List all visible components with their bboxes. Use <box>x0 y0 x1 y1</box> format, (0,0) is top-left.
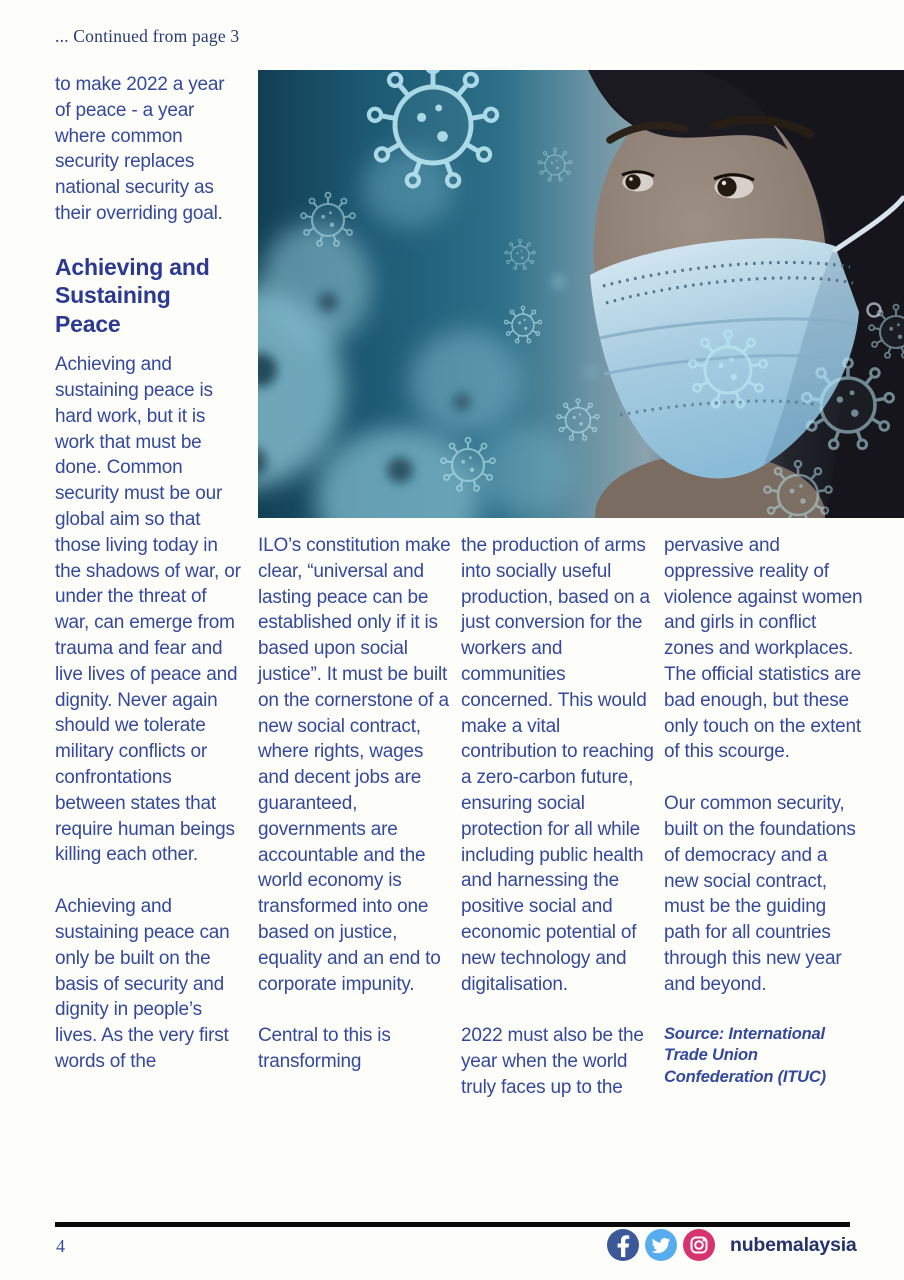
social-bar <box>606 1228 857 1262</box>
hero-image <box>258 70 904 518</box>
paragraph: Achieving and sustaining peace is hard work, but it is work that must be done. Common security must be our global aim so that those living today in the shadows of war, or under the threat of war, can emerge from trauma and fear and live lives of peace and dignity. Never again should we tolerate military conflicts or confrontations between states that require human beings killing each other. <box>55 354 241 866</box>
page-number: 4 <box>56 1236 65 1256</box>
column-4 <box>664 533 865 1114</box>
paragraph: pervasive and oppressive reality of violence against women and girls in conflict zones and workplaces. The official statistics are bad enough, but these only touch on the extent of this scourge. <box>664 535 863 763</box>
paragraph: Our common security, built on the foundations of democracy and a new social contract, must be the guiding path for all countries through this new year and beyond. <box>664 793 856 995</box>
section-heading: Achieving and Sustaining Peace <box>55 253 210 337</box>
instagram-icon[interactable] <box>682 1228 716 1262</box>
facebook-icon[interactable] <box>606 1228 640 1262</box>
social-handle: nubemalaysia <box>730 1233 857 1256</box>
paragraph: Achieving and sustaining peace can only be built on the basis of security and dignity in people’s lives. As the very first words of the <box>55 896 230 1072</box>
column-1 <box>55 72 242 1101</box>
twitter-icon[interactable] <box>644 1228 678 1262</box>
column-3 <box>461 533 660 1127</box>
paragraph: 2022 must also be the year when the world truly faces up to the <box>461 1025 644 1098</box>
paragraph: the production of arms into socially useful production, based on a just conversion for the workers and communities concerned. This would make a vital contribution to reaching a zero-carbon future, ensuring social protection for all while including public health and harnessing the positive social and economic potential of new technology and digitalisation. <box>461 535 654 995</box>
paragraph: Central to this is transforming <box>258 1025 391 1073</box>
footer-divider <box>55 1222 850 1227</box>
continued-note: ... Continued from page 3 <box>55 26 240 46</box>
source-note: Source: International Trade Union Confederation (ITUC) <box>664 1024 826 1086</box>
paragraph: to make 2022 a year of peace - a year where common security replaces national security as their overriding goal. <box>55 74 225 224</box>
column-2 <box>258 533 456 1101</box>
paragraph: ILO’s constitution make clear, “universal and lasting peace can be established only if it is based upon social justice”. It must be built on the cornerstone of a new social contract, where rights, wages and decent jobs are guaranteed, governments are accountable and the world economy is transformed into one based on justice, equality and an end to corporate impunity. <box>258 535 451 995</box>
